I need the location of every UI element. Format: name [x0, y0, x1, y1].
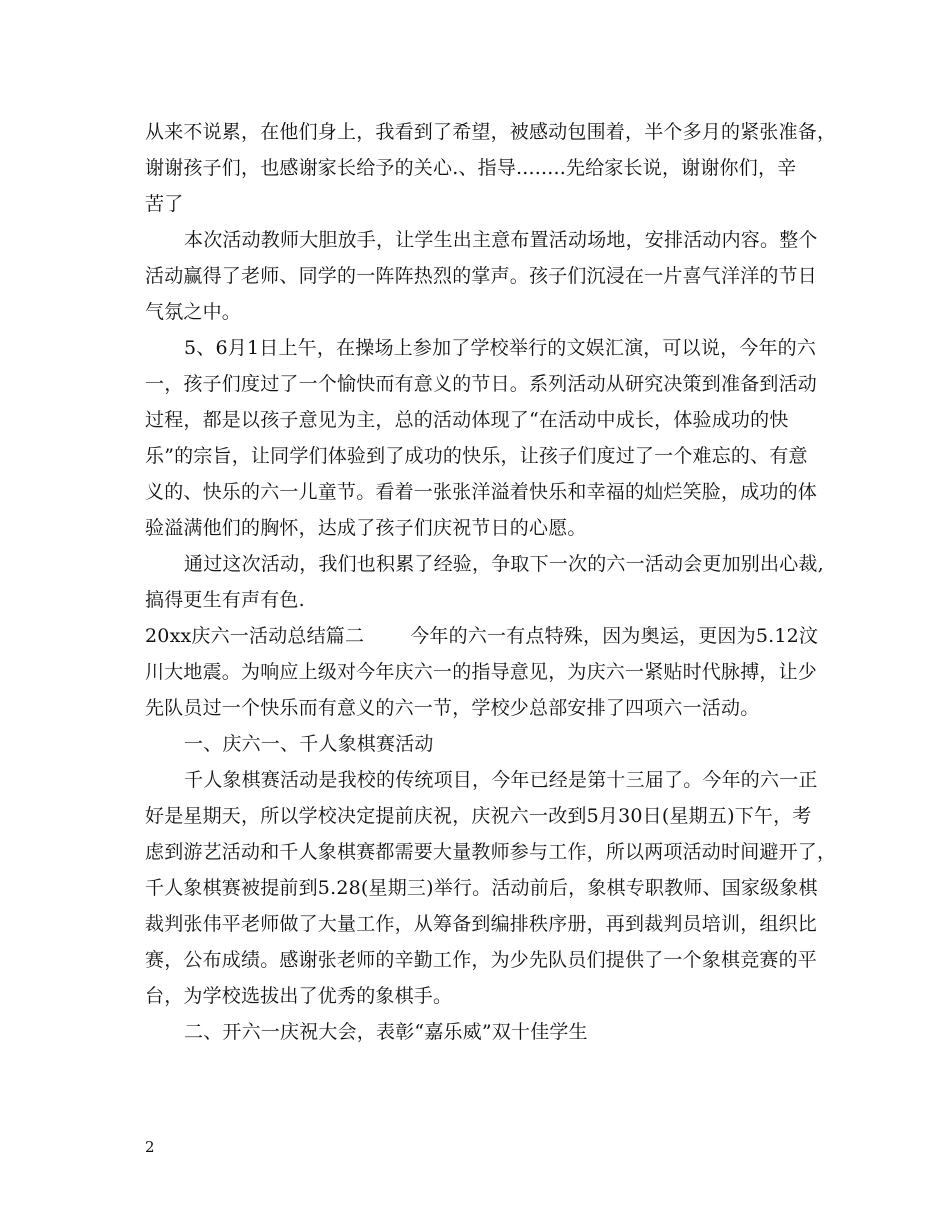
- paragraph-line: 通过这次活动，我们也积累了经验，争取下一次的六一活动会更加别出心裁,: [184, 553, 824, 575]
- subheading-line: 一、庆六一、千人象棋赛活动: [184, 733, 434, 755]
- section-title: 20xx庆六一活动总结篇二: [145, 625, 365, 647]
- paragraph-line: 千人象棋赛被提前到5.28(星期三)举行。活动前后，象棋专职教师、国家级象棋: [145, 877, 818, 899]
- paragraph-line: 活动赢得了老师、同学的一阵阵热烈的掌声。孩子们沉浸在一片喜气洋洋的节日: [145, 265, 818, 287]
- paragraph-line: 一，孩子们度过了一个愉快而有意义的节日。系列活动从研究决策到准备到活动: [145, 373, 818, 395]
- paragraph-line: 千人象棋赛活动是我校的传统项目，今年已经是第十三届了。今年的六一正: [184, 769, 818, 791]
- paragraph-line: 本次活动教师大胆放手，让学生出主意布置活动场地，安排活动内容。整个: [184, 229, 818, 251]
- paragraph-line: 气氛之中。: [145, 301, 242, 323]
- paragraph-line: 过程，都是以孩子意见为主，总的活动体现了“在活动中成长，体验成功的快: [145, 409, 789, 431]
- document-body: [145, 114, 837, 1050]
- section-lead: 今年的六一有点特殊，因为奥运，更因为5.12汶: [410, 625, 819, 647]
- paragraph-line: 5、6月1日上午，在操场上参加了学校举行的文娱汇演，可以说，今年的六: [184, 337, 817, 359]
- section-heading-line: [145, 618, 819, 654]
- paragraph-line: 台，为学校选拔出了优秀的象棋手。: [145, 985, 453, 1007]
- paragraph-line: 赛，公布成绩。感谢张老师的辛勤工作，为少先队员们提供了一个象棋竞赛的平: [145, 949, 818, 971]
- paragraph-line: 乐”的宗旨，让同学们体验到了成功的快乐，让孩子们度过了一个难忘的、有意: [145, 445, 808, 467]
- paragraph-line: 搞得更生有声有色.: [145, 589, 305, 611]
- paragraph-line: 裁判张伟平老师做了大量工作，从筹备到编排秩序册，再到裁判员培训，组织比: [145, 913, 818, 935]
- paragraph-line: 谢谢孩子们，也感谢家长给予的关心.、指导........先给家长说，谢谢你们，辛: [145, 157, 797, 179]
- paragraph-line: 义的、快乐的六一儿童节。看着一张张洋溢着快乐和幸福的灿烂笑脸，成功的体: [145, 481, 818, 503]
- paragraph-line: 虑到游艺活动和千人象棋赛都需要大量教师参与工作，所以两项活动时间避开了，: [145, 841, 837, 863]
- subheading-line: 二、开六一庆祝大会，表彰“嘉乐威”双十佳学生: [184, 1021, 588, 1043]
- paragraph-line: 验溢满他们的胸怀，达成了孩子们庆祝节日的心愿。: [145, 517, 587, 539]
- paragraph-line: 好是星期天，所以学校决定提前庆祝，庆祝六一改到5月30日(星期五)下午，考: [145, 805, 812, 827]
- page-number: 2: [145, 1138, 155, 1156]
- paragraph-line: 川大地震。为响应上级对今年庆六一的指导意见，为庆六一紧贴时代脉搏，让少: [145, 661, 818, 683]
- paragraph-line: 苦了: [145, 193, 184, 215]
- paragraph-line: 先队员过一个快乐而有意义的六一节，学校少总部安排了四项六一活动。: [145, 697, 760, 719]
- paragraph-line: 从来不说累，在他们身上，我看到了希望，被感动包围着，半个多月的紧张准备，: [145, 121, 837, 143]
